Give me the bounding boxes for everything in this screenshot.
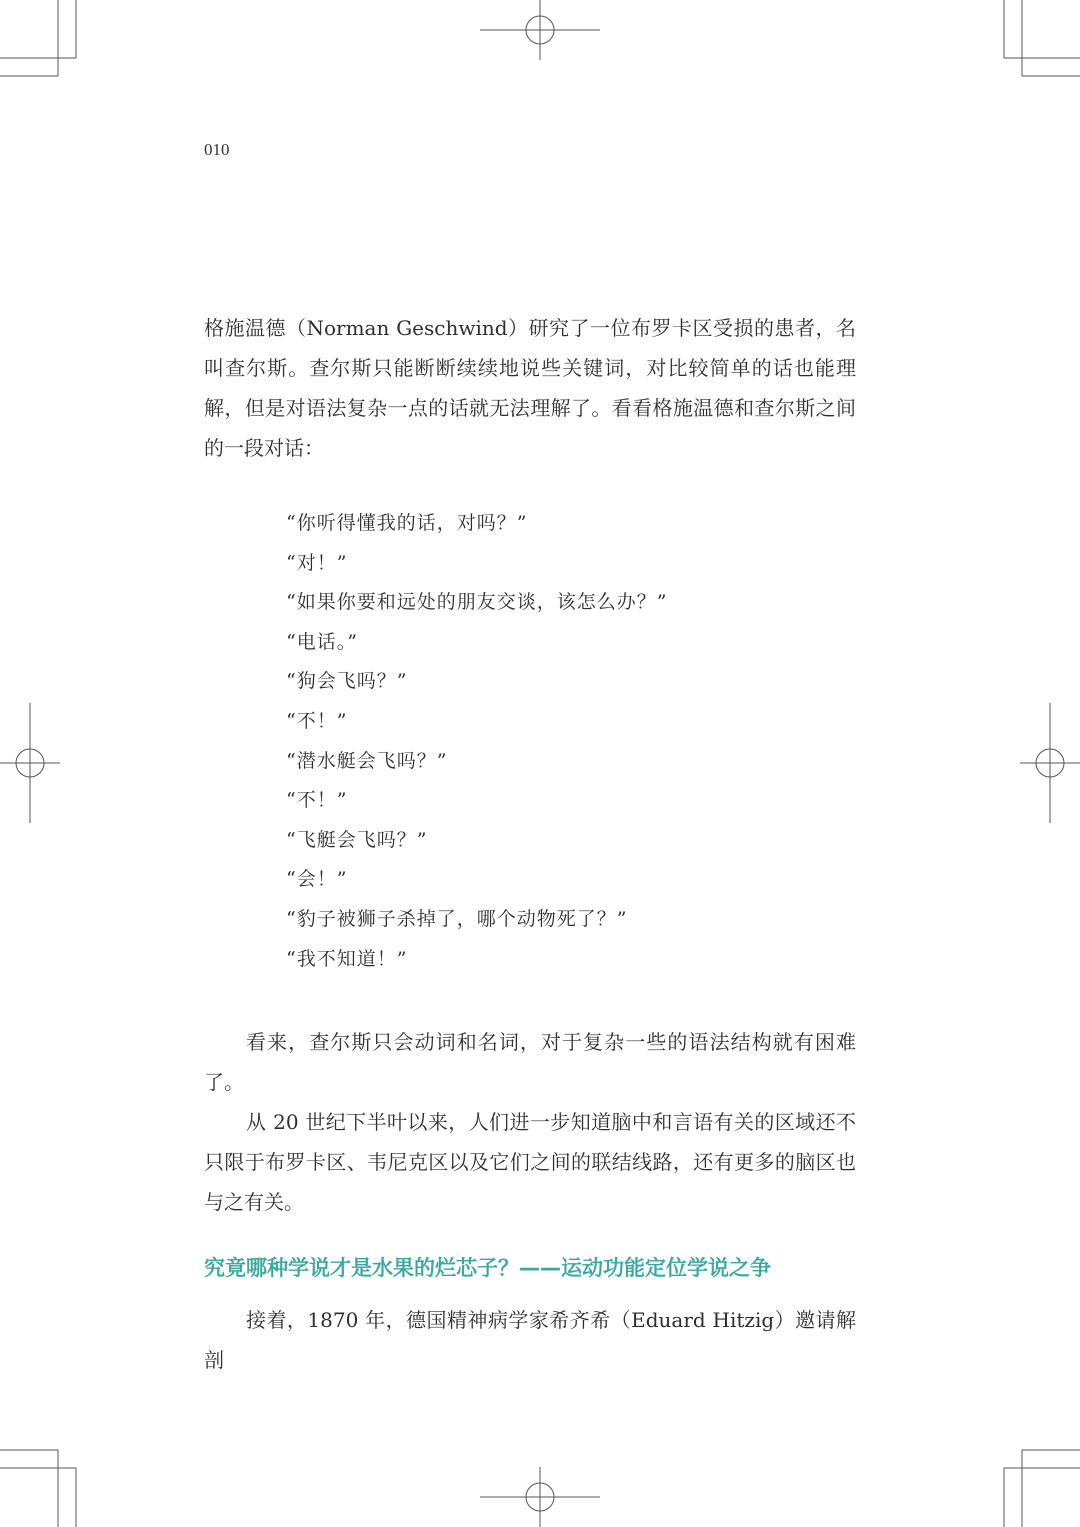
dialogue-line: “你听得懂我的话，对吗？” bbox=[286, 512, 528, 534]
dialogue-line: “潜水艇会飞吗？” bbox=[286, 749, 448, 772]
dialogue-line: “如果你要和远处的朋友交谈，该怎么办？” bbox=[286, 591, 668, 614]
dialogue-line: “飞艇会飞吗？” bbox=[286, 828, 428, 851]
dialogue-line: “对！” bbox=[286, 551, 348, 574]
dialogue-line: “豹子被狮子杀掉了，哪个动物死了？” bbox=[286, 907, 628, 930]
dialogue-line: “会！” bbox=[286, 868, 348, 891]
section-heading: 究竟哪种学说才是水果的烂芯子？——运动功能定位学说之争 bbox=[204, 1256, 771, 1280]
conclusion-paragraph-2: 从 20 世纪下半叶以来，人们进一步知道脑中和言语有关的区域还不只限于布罗卡区、韦尼克区以及它们之间的联结线路，还有更多的脑区也与之有关。 bbox=[204, 1110, 856, 1214]
conclusion-paragraph-1: 看来，查尔斯只会动词和名词，对于复杂一些的语法结构就有困难了。 bbox=[204, 1030, 856, 1094]
dialogue-line: “不！” bbox=[286, 789, 348, 812]
intro-block bbox=[204, 308, 856, 468]
section-first-line: 接着，1870 年，德国精神病学家希齐希（Eduard Hitzig）邀请解剖 bbox=[204, 1308, 856, 1372]
intro-paragraph: 格施温德（Norman Geschwind）研究了一位布罗卡区受损的患者，名叫查尔斯。查尔斯只能断断续续地说些关键词，对比较简单的话也能理解，但是对语法复杂一点的话就无法理解了。看看格施温德和查尔斯之间的一段对话： bbox=[204, 316, 856, 460]
conclusion-block bbox=[204, 1022, 856, 1222]
dialogue-line: “狗会飞吗？” bbox=[286, 670, 408, 693]
dialogue-list bbox=[286, 504, 846, 979]
section-body bbox=[204, 1300, 856, 1380]
dialogue-line: “我不知道！” bbox=[286, 947, 408, 970]
dialogue-line: “不！” bbox=[286, 709, 348, 732]
page-number: 010 bbox=[204, 140, 230, 159]
dialogue-line: “电话。” bbox=[286, 630, 358, 653]
